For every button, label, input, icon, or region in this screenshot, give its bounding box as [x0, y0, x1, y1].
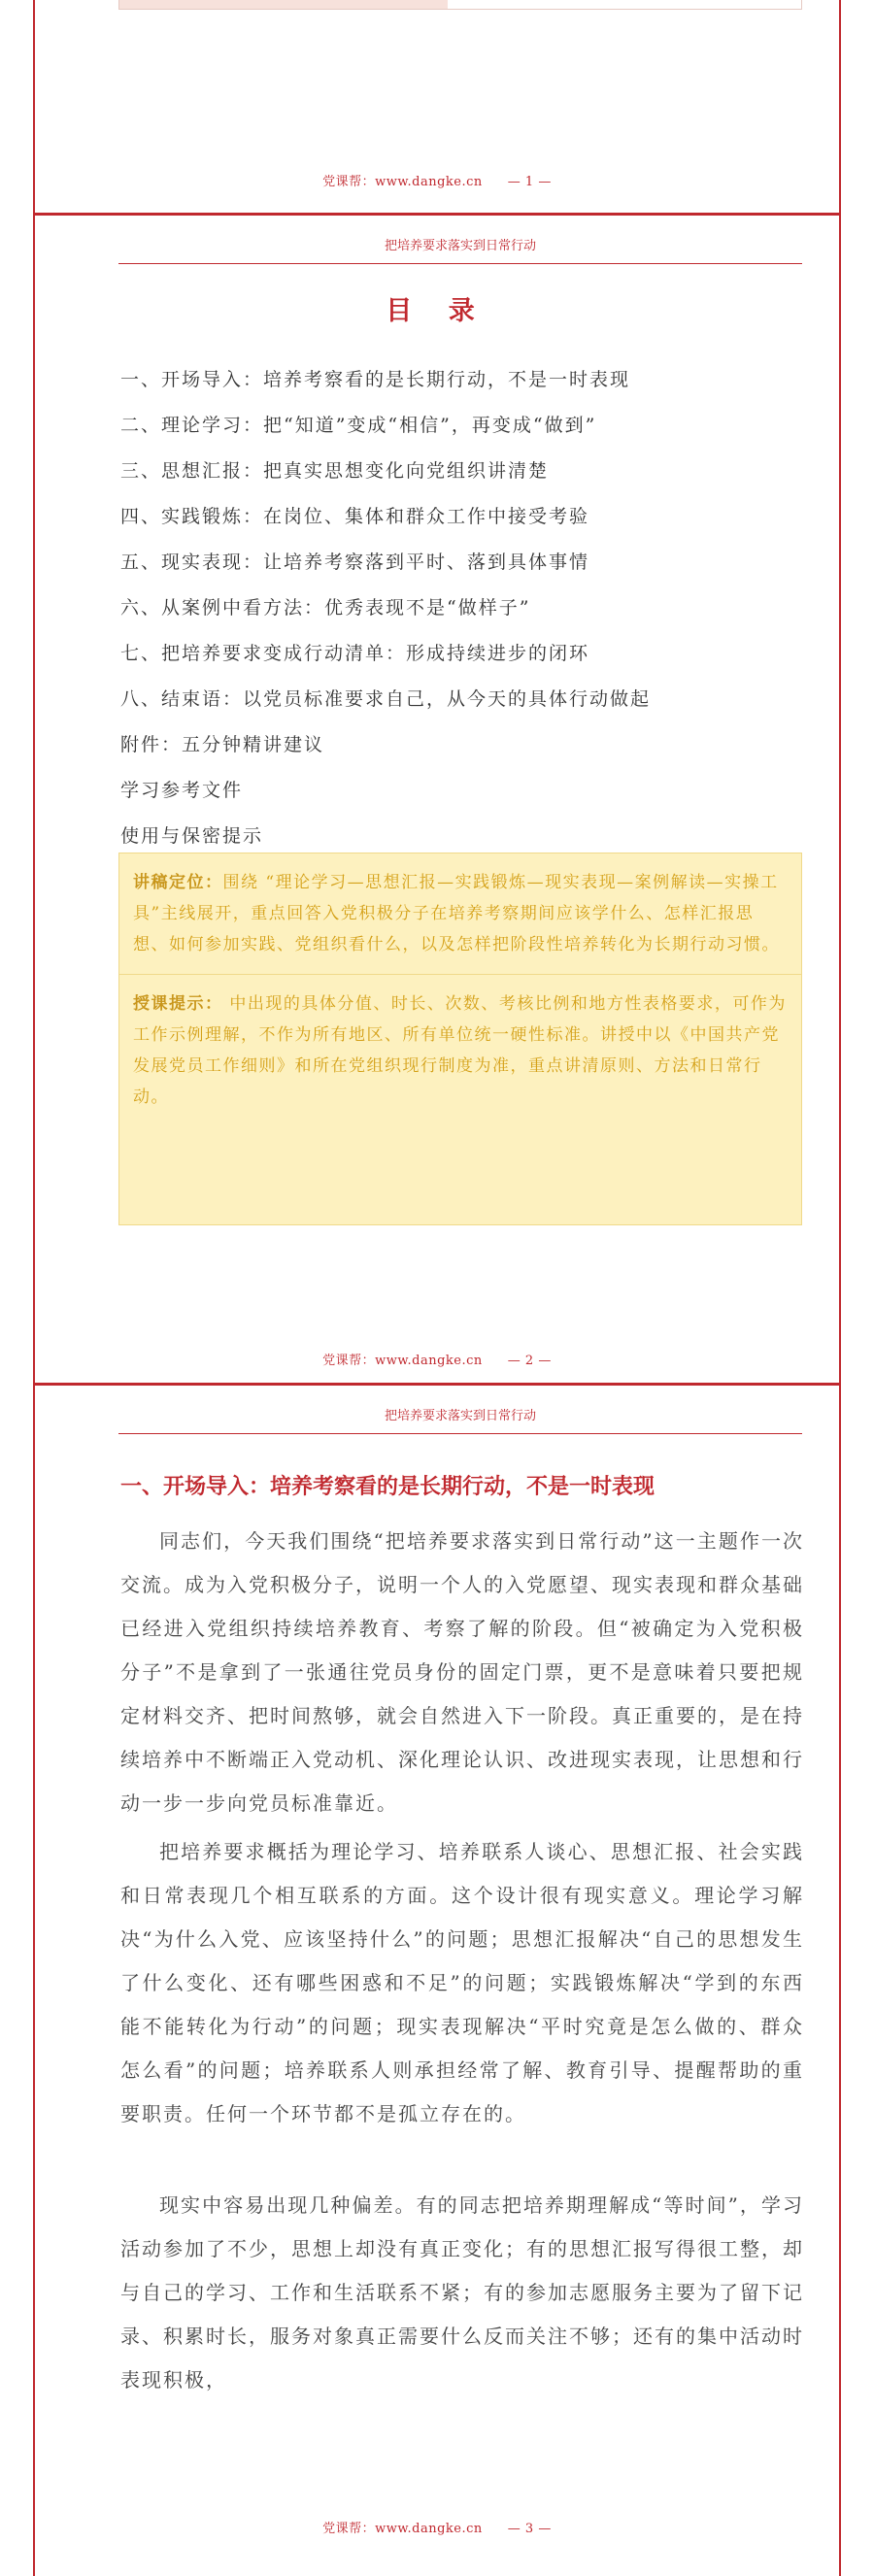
- toc-item[interactable]: 三、思想汇报：把真实思想变化向党组织讲清楚: [120, 460, 550, 482]
- footer-site: 党课帮：www.dangke.cn: [322, 2522, 483, 2536]
- paragraph: 现实中容易出现几种偏差。有的同志把培养期理解成“等时间”，学习活动参加了不少，思想上却没有真正变化；有的思想汇报写得很工整，却与自己的学习、工作和生活联系不紧；有的参加志愿服务主要为了留下记录、积累时长，服务对象真正需要什么反而关注不够；还有的集中活动时表现积极，: [120, 2193, 804, 2392]
- toc-item[interactable]: 使用与保密提示: [120, 825, 264, 847]
- toc-item[interactable]: 八、结束语：以党员标准要求自己，从今天的具体行动做起: [120, 688, 652, 710]
- toc-list: [120, 357, 804, 859]
- note-box: [118, 853, 802, 1225]
- toc-item[interactable]: 一、开场导入：培养考察看的是长期行动，不是一时表现: [120, 369, 631, 390]
- running-head: 把培养要求落实到日常行动: [118, 235, 802, 264]
- paragraph: 把培养要求概括为理论学习、培养联系人谈心、思想汇报、社会实践和日常表现几个相互联系的方面。这个设计很有现实意义。理论学习解决“为什么入党、应该坚持什么”的问题；思想汇报解决“自己的思想发生了什么变化、还有哪些困惑和不足”的问题；实践锻炼解决“学到的东西能不能转化为行动”的问题；现实表现解决“平时究竟是怎么做的、群众怎么看”的问题；培养联系人则承担经常了解、教育引导、提醒帮助的重要职责。任何一个环节都不是孤立存在的。: [120, 1840, 804, 2125]
- toc-item[interactable]: 二、理论学习：把“知道”变成“相信”，再变成“做到”: [120, 415, 597, 436]
- note-positioning: [119, 853, 801, 974]
- page-1-footer: [35, 171, 839, 189]
- note-teaching-tip: [119, 975, 801, 1126]
- page-3-footer: [35, 2518, 839, 2536]
- page-3: [33, 1386, 841, 2576]
- toc-title: 目 录: [386, 296, 488, 326]
- page-2-footer: [35, 1350, 839, 1368]
- page-number: — 3 —: [507, 2522, 552, 2536]
- note-label: 授课提示：: [133, 994, 223, 1014]
- footer-site: 党课帮：www.dangke.cn: [322, 175, 483, 189]
- page-number: — 2 —: [507, 1354, 552, 1368]
- page-number: — 1 —: [507, 175, 552, 189]
- running-head: 把培养要求落实到日常行动: [118, 1405, 802, 1434]
- toc-item[interactable]: 附件：五分钟精讲建议: [120, 734, 325, 755]
- toc-item[interactable]: 七、把培养要求变成行动清单：形成持续进步的闭环: [120, 643, 590, 664]
- note-text: 围绕 “理论学习—思想汇报—实践锻炼—现实表现—案例解读—实操工具”主线展开，重点回答入党积极分子在培养考察期间应该学什么、怎样汇报思想、如何参加实践、党组织看什么，以及怎样把阶段性培养转化为长期行动习惯。: [133, 873, 780, 954]
- note-label: 讲稿定位：: [133, 873, 223, 892]
- toc-item[interactable]: 学习参考文件: [120, 780, 244, 801]
- toc-item[interactable]: 五、现实表现：让培养考察落到平时、落到具体事情: [120, 552, 590, 573]
- paragraph: 同志们，今天我们围绕“把培养要求落实到日常行动”这一主题作一次交流。成为入党积极分子，说明一个人的入党愿望、现实表现和群众基础已经进入党组织持续培养教育、考察了解的阶段。但“被确定为入党积极分子”不是拿到了一张通往党员身份的固定门票，更不是意味着只要把规定材料交齐、把时间熬够，就会自然进入下一阶段。真正重要的，是在持续培养中不断端正入党动机、深化理论认识、改进现实表现，让思想和行动一步一步向党员标准靠近。: [120, 1529, 804, 1815]
- toc-item[interactable]: 四、实践锻炼：在岗位、集体和群众工作中接受考验: [120, 506, 590, 527]
- note-text: 中出现的具体分值、时长、次数、考核比例和地方性表格要求，可作为工作示例理解，不作为所有地区、所有单位统一硬性标准。讲授中以《中国共产党发展党员工作细则》和所在党组织现行制度为准，重点讲清原则、方法和日常行动。: [133, 994, 787, 1107]
- footer-site: 党课帮：www.dangke.cn: [322, 1354, 483, 1368]
- page-2: [33, 216, 841, 1393]
- section-heading: 一、开场导入：培养考察看的是长期行动，不是一时表现: [120, 1474, 656, 1499]
- page-1: [33, 0, 841, 213]
- toc-item[interactable]: 六、从案例中看方法：优秀表现不是“做样子”: [120, 597, 531, 619]
- page-1-table-fragment: [118, 0, 802, 10]
